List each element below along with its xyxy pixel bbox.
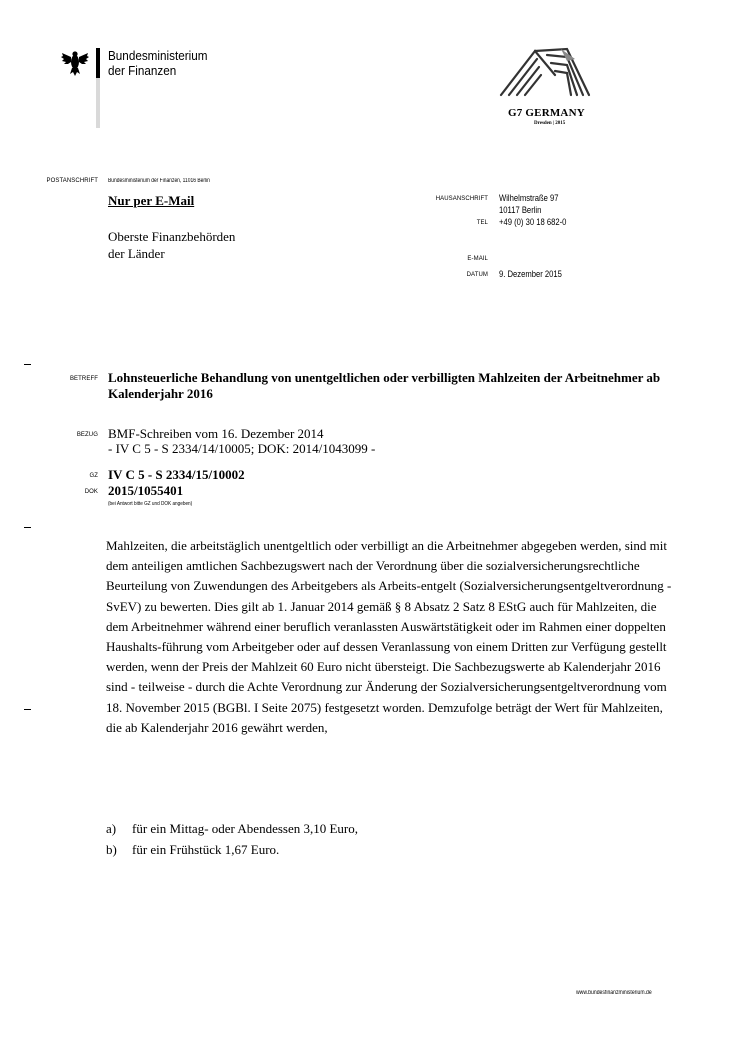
datum-label: DATUM xyxy=(466,272,488,278)
betreff-label: BETREFF xyxy=(69,376,98,382)
g7-subtitle: Dresden | 2015 xyxy=(534,121,566,126)
body-text xyxy=(106,536,676,738)
tel-value: +49 (0) 30 18 682-0 xyxy=(499,217,567,227)
recipient-line1: Oberste Finanzbehörden xyxy=(108,229,236,244)
fold-mark xyxy=(24,364,31,365)
fold-mark xyxy=(24,527,31,528)
meal-value-list xyxy=(106,818,358,860)
postanschrift-text: Bundesministerium der Finanzen, 11016 Berlin xyxy=(108,178,210,184)
subject-line: Lohnsteuerliche Behandlung von unentgeltlichen oder verbilligten Mahlzeiten der Arbeitnehmer ab Kalenderjahr 2016 xyxy=(108,370,661,401)
list-item xyxy=(106,818,358,839)
sender-street: Wilhelmstraße 97 xyxy=(499,193,559,203)
ministry-logo-text xyxy=(108,48,207,78)
bezug-label: BEZUG xyxy=(76,432,98,438)
hausanschrift-label: HAUSANSCHRIFT xyxy=(435,196,488,202)
recipient-line2: der Länder xyxy=(108,246,165,261)
dok-label: DOK xyxy=(84,489,98,495)
list-item-text: für ein Frühstück 1,67 Euro. xyxy=(132,842,280,857)
reply-note: (bei Antwort bitte GZ und DOK angeben) xyxy=(108,501,193,507)
postanschrift-label: POSTANSCHRIFT xyxy=(46,178,98,184)
list-item-marker: b) xyxy=(106,842,117,857)
recipient-address xyxy=(108,228,235,262)
datum-value: 9. Dezember 2015 xyxy=(499,269,562,279)
gz-value: IV C 5 - S 2334/15/10002 xyxy=(108,467,245,482)
logo-divider-bar xyxy=(96,48,100,128)
list-item-marker: a) xyxy=(106,821,117,836)
ministry-name-line2: der Finanzen xyxy=(108,63,177,78)
g7-title: G7 GERMANY xyxy=(508,107,585,119)
sender-city: 10117 Berlin xyxy=(499,205,542,215)
g7-mountain-logo-icon xyxy=(495,45,595,105)
delivery-note: Nur per E-Mail xyxy=(108,193,195,208)
footer-website-link[interactable]: www.bundesfinanzministerium.de xyxy=(576,990,652,996)
bezug-line2: - IV C 5 - S 2334/14/10005; DOK: 2014/1043099 - xyxy=(108,441,376,456)
tel-label: TEL xyxy=(476,220,488,226)
ministry-name-line1: Bundesministerium xyxy=(108,48,208,63)
federal-eagle-icon xyxy=(60,48,90,78)
dok-value: 2015/1055401 xyxy=(108,483,184,498)
list-item-text: für ein Mittag- oder Abendessen 3,10 Euro, xyxy=(132,821,359,836)
gz-label: GZ xyxy=(89,473,98,479)
punch-mark xyxy=(24,709,31,710)
bezug-line1: BMF-Schreiben vom 16. Dezember 2014 xyxy=(108,426,324,441)
body-paragraph: Mahlzeiten, die arbeitstäglich unentgeltlich oder verbilligt an die Arbeitnehmer abgegeben werden, sind mit dem anteiligen amtlichen Sachbezugswert nach der Verordnung über die sozialversicherungsrechtliche Beurteilung von Zuwendungen des Arbeitgebers als Arbeits-entgelt (Sozialversicherungsentgeltverordnung - SvEV) zu bewerten. Dies gilt ab 1. Januar 2014 gemäß § 8 Absatz 2 Satz 8 EStG auch für Mahlzeiten, die dem Arbeitnehmer während einer beruflich veranlassten Auswärtstätigkeit oder im Rahmen einer doppelten Haushalts-führung vom Arbeitgeber oder auf dessen Veranlassung von einem Dritten zur Verfügung gestellt werden, wenn der Preis der Mahlzeit 60 Euro nicht übersteigt. Die Sachbezugswerte ab Kalenderjahr 2016 sind - teilweise - durch die Achte Verordnung zur Änderung der Sozialversicherungsentgeltverordnung vom 18. November 2015 (BGBl. I Seite 2075) festgesetzt worden. Demzufolge beträgt der Wert für Mahlzeiten, die ab Kalenderjahr 2016 gewährt werden, xyxy=(106,538,672,735)
email-label: E-MAIL xyxy=(467,256,488,262)
list-item xyxy=(106,839,358,860)
